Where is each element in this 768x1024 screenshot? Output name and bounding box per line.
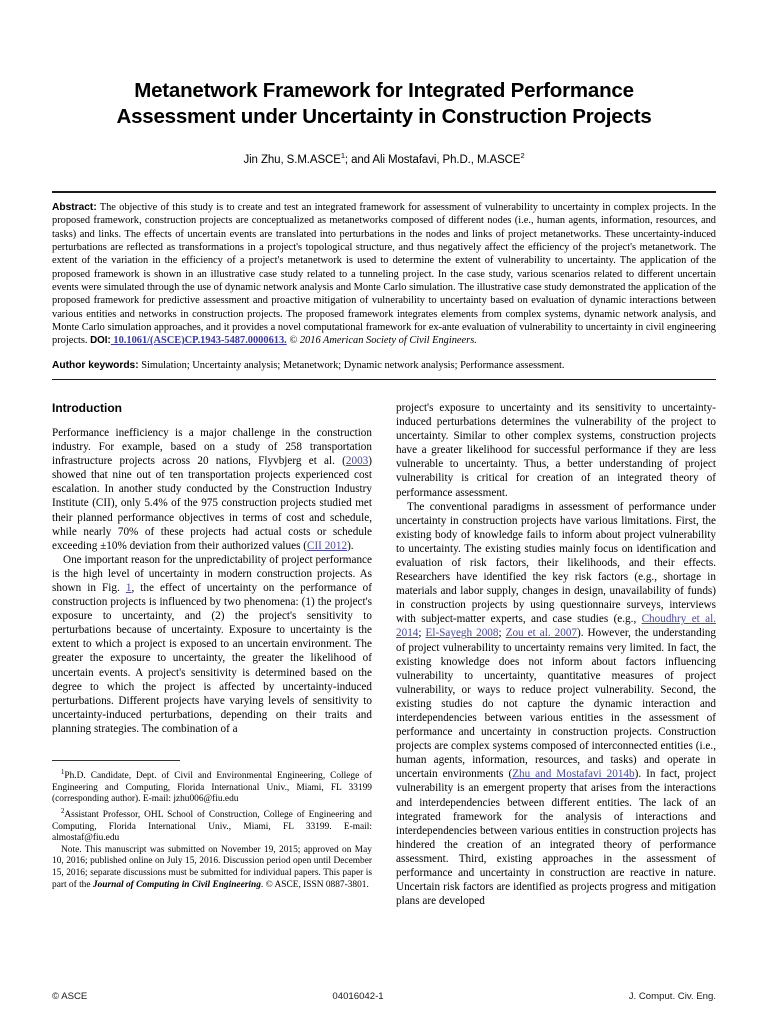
footnote-text-2: Assistant Professor, OHL School of Construction, College of Engineering and Computing, Florida International Univ., Miami, FL 33199. E-mail: almostaf@fiu.edu: [52, 809, 372, 844]
abstract-label: Abstract:: [52, 201, 97, 213]
publication-note-part-b: . © ASCE, ISSN 0887-3801.: [260, 879, 369, 890]
keywords-block: [52, 348, 716, 372]
right-column: [396, 401, 716, 908]
title-block: [52, 0, 716, 166]
publication-note-part-a: Note. This manuscript was submitted on November 19, 2015; approved on May 10, 2016; published online on July 15, 2016. Discussion period open until December 15, 2016; separate discussions must be submitted for individual papers. This paper is part of the: [52, 844, 372, 890]
abstract-body: The objective of this study is to create and test an integrated framework for assessment of vulnerability to uncertainty in complex projects. In the proposed framework, construction projects are conceptualized as metanetworks composed of different nodes (i.e., human agents, information, resources, and tasks) and links. The effects of uncertain events are translated into perturbations in the nodes and links of project metanetworks. These uncertainty-induced perturbations are reflected as transformations in a project's topological structure, and thus negatively affect the efficiency of the project's metanetwork. The extent of the variation in the efficiency of a project's metanetwork is used to determine the extent of vulnerability to uncertainty. The application of the proposed framework is shown in an illustrative case study related to a tunneling project. In the case study, various scenarios related to different uncertain events were simulated through the use of dynamic network analysis and Monte Carlo simulation. The illustrative case study demonstrated the application of the proposed framework for predictive assessment and proactive mitigation of vulnerability to uncertainty based on evaluation of dynamic interactions between various entities and networks in construction projects. The proposed framework integrates elements from complex systems, dynamic network analysis, and Monte Carlo simulation approaches, and it provides a novel computational framework for ex-ante evaluation of vulnerability to uncertainty in civil engineering projects.: [52, 201, 716, 347]
divider-below-keywords: [52, 379, 716, 380]
author-byline: [52, 151, 716, 166]
footer-publisher: © ASCE: [52, 991, 88, 1002]
right-p2-part-a: The conventional paradigms in assessment of performance under uncertainty in construction projects have various limitations. First, the existing body of knowledge fails to inform about project vulnerability to uncertainty. The existing studies mainly focus on identification and evaluation of risk factors, their likelihoods, and their effects. Researchers have identified the key risk factors (e.g., shortage in materials and labor supply, changes in design, unavailability of funds) in construction projects by using questionnaire surveys, interviews with subject-matter experts, and case studies (e.g.,: [396, 500, 716, 626]
keywords-paragraph: [52, 359, 716, 372]
abstract-paragraph: [52, 201, 716, 348]
footnotes-block: [52, 767, 372, 891]
citation-link-choudhry-2014[interactable]: Choudhry et al. 2014: [396, 613, 716, 640]
right-paragraph-2: [396, 500, 716, 909]
footer-journal-abbreviation: J. Comput. Civ. Eng.: [628, 991, 716, 1002]
citation-link-cii-2012[interactable]: CII 2012: [306, 539, 348, 552]
author-footnote-marker-2[interactable]: 2: [520, 151, 525, 160]
keywords-value: Simulation; Uncertainty analysis; Metanetwork; Dynamic network analysis; Performance assessment.: [138, 359, 565, 371]
footnote-publication-note: [52, 845, 372, 891]
citation-link-flyvbjerg-2003[interactable]: 2003: [345, 455, 369, 468]
citation-link-elsayegh-2008[interactable]: El-Sayegh 2008: [425, 627, 499, 640]
copyright-notice: © 2016 American Society of Civil Engineers.: [286, 335, 477, 347]
abstract-block: [52, 193, 716, 348]
page-title: Metanetwork Framework for Integrated Performance Assessment under Uncertainty in Construction Projects: [116, 79, 652, 128]
citation-link-zou-2007[interactable]: Zou et al. 2007: [505, 627, 578, 640]
intro-p2-part-b: , the effect of uncertainty on the performance of construction projects is influenced by two phenomena: (1) the project's exposure to uncertainty, and (2) the project's sensitivity to perturbations because of uncertainty. Exposure to uncertainty is the extent to which a project is exposed to an uncertain environment. The greater the exposure to uncertainty, the greater the likelihood of uncertain events. A project's sensitivity is determined based on the degree to which the project is affected by uncertainty-induced perturbations. Different projects have varying levels of sensitivity to uncertainty-induced perturbations, depending on their traits and planning strategies. The combination of a: [52, 581, 373, 735]
citation-separator-1: ;: [418, 627, 426, 640]
citation-link-zhu-mostafavi-2014b[interactable]: Zhu and Mostafavi 2014b: [512, 768, 635, 781]
intro-paragraph-2: [52, 553, 372, 736]
figure-link-1[interactable]: 1: [125, 581, 132, 594]
section-heading-introduction: Introduction: [52, 400, 122, 415]
intro-paragraph-1: [52, 426, 372, 553]
author-footnote-marker-1[interactable]: 1: [340, 151, 345, 160]
intro-p1-part-b: ) showed that nine out of ten transportation projects experienced cost escalation. In another study conducted by the Construction Industry Institute (CII), only 5.4% of the 975 construction projects studied met their planned performance objectives in terms of cost and schedule, while nearly 70% of these projects had actual costs or schedule exceeding ±10% deviation from their authorized values (: [52, 455, 372, 552]
body-columns: [52, 401, 716, 908]
citation-separator-2: ;: [498, 627, 506, 640]
right-paragraph-1: project's exposure to uncertainty and its sensitivity to uncertainty-induced perturbations determines the vulnerability of the project to uncertainty. Similar to other complex systems, construction projects have a greater likelihood for successful performance if they are less vulnerable to uncertainty. Thus, a better understanding of project vulnerability is critical for creation of an integrated theory of performance assessment.: [396, 401, 716, 499]
intro-p2-part-a: One important reason for the unpredictability of project performance is the high level of uncertainty in modern construction projects. As shown in Fig.: [52, 553, 372, 594]
author-names-primary: Jin Zhu, S.M.ASCE: [243, 153, 341, 166]
left-column: [52, 401, 372, 908]
intro-p1-part-c: ).: [347, 539, 354, 552]
right-p2-part-b: ). However, the understanding of project vulnerability to uncertainty remains very limited. In fact, the existing knowledge does not inform about factors influencing vulnerability to uncertainty, quantitative measures of project vulnerability, or ways to reduce project vulnerability. Second, the existing studies do not capture the dynamic interaction and interdependencies between various entities in the assessment of performance and uncertainty in construction projects. Construction projects are complex systems composed of interconnected entities (i.e., human agents, information, resources, and tasks) and operate in uncertain environments (: [396, 627, 716, 781]
doi-link[interactable]: 10.1061/(ASCE)CP.1943-5487.0000613.: [110, 335, 287, 347]
footnote-marker-2: 2: [61, 807, 65, 815]
doi-label: DOI:: [90, 335, 111, 347]
footnote-item-2: [52, 806, 372, 845]
author-names-secondary: ; and Ali Mostafavi, Ph.D., M.ASCE: [344, 153, 521, 166]
divider-above-footnotes: [52, 760, 180, 761]
footnote-marker-1: 1: [61, 768, 65, 776]
journal-name: Journal of Computing in Civil Engineering: [92, 879, 261, 890]
footnote-text-1: Ph.D. Candidate, Dept. of Civil and Environmental Engineering, College of Engineering and Computing, Florida International Univ., Miami, FL 33199 (corresponding author). E-mail: jzhu006@fiu.edu: [52, 771, 372, 805]
keywords-label: Author keywords:: [52, 359, 139, 371]
intro-p1-part-a: Performance inefficiency is a major challenge in the construction industry. For example, based on a study of 258 transportation infrastructure projects across 20 nations, Flyvbjerg et al. (: [52, 426, 372, 468]
footer-article-number: 04016042-1: [332, 991, 384, 1002]
footnote-item-1: [52, 767, 372, 806]
right-p2-part-c: ). In fact, project vulnerability is an emergent property that arises from the interactions and interdependencies between different entities. The lack of an integrated framework for the analysis of interactions and interdependencies between various entities in construction projects has hindered the creation of an integrated theory of performance assessment. Third, existing approaches in the assessment of performance and uncertainty in construction are reactive in nature. Uncertain risk factors are identified as projects progress and mitigation plans are developed: [396, 768, 716, 908]
page-footer: [52, 991, 716, 1002]
left-column-body: [52, 401, 372, 753]
